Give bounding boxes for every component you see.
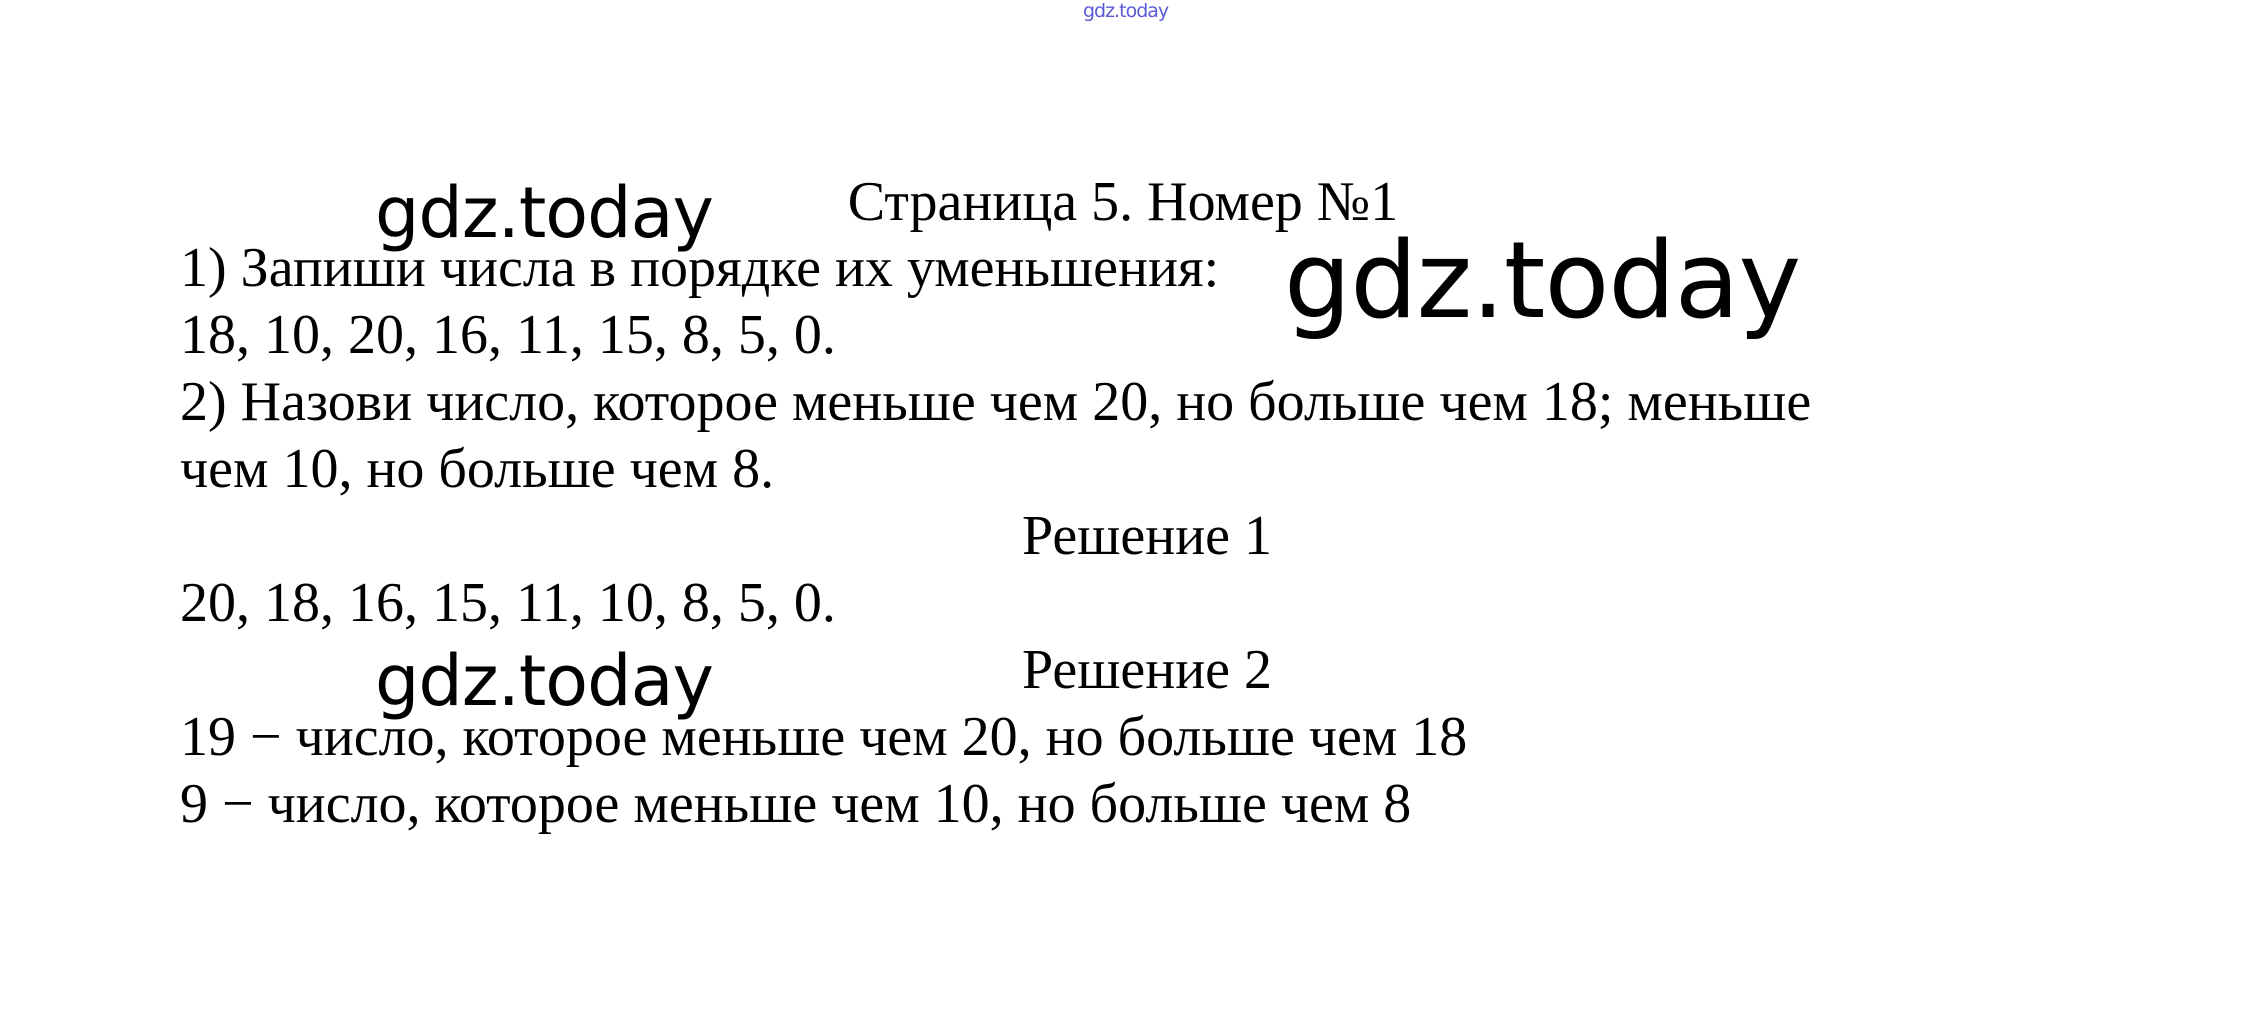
task-1-numbers: 18, 10, 20, 16, 11, 15, 8, 5, 0.	[180, 304, 836, 366]
task-1-text: 1) Запиши числа в порядке их уменьшения:	[180, 237, 1220, 299]
solution-1-answer: 20, 18, 16, 15, 11, 10, 8, 5, 0.	[180, 572, 836, 634]
watermark-large: gdz.today	[1284, 219, 1801, 342]
solution-2-heading: Решение 2	[1022, 639, 1273, 701]
solution-2-line-1: 19 − число, которое меньше чем 20, но больше чем 18	[180, 706, 1468, 768]
page-title: Страница 5. Номер №1	[847, 171, 1399, 233]
solution-1-heading: Решение 1	[1022, 505, 1273, 567]
task-2-text-line-1: 2) Назови число, которое меньше чем 20, но больше чем 18; меньше	[180, 371, 1812, 433]
solution-2-line-2: 9 − число, которое меньше чем 10, но больше чем 8	[180, 773, 1412, 835]
watermark-left-upper: gdz.today	[375, 172, 713, 254]
watermark-top: gdz.today	[1083, 0, 1169, 22]
task-2-text-line-2: чем 10, но больше чем 8.	[180, 438, 775, 500]
watermark-left-lower: gdz.today	[375, 640, 713, 722]
